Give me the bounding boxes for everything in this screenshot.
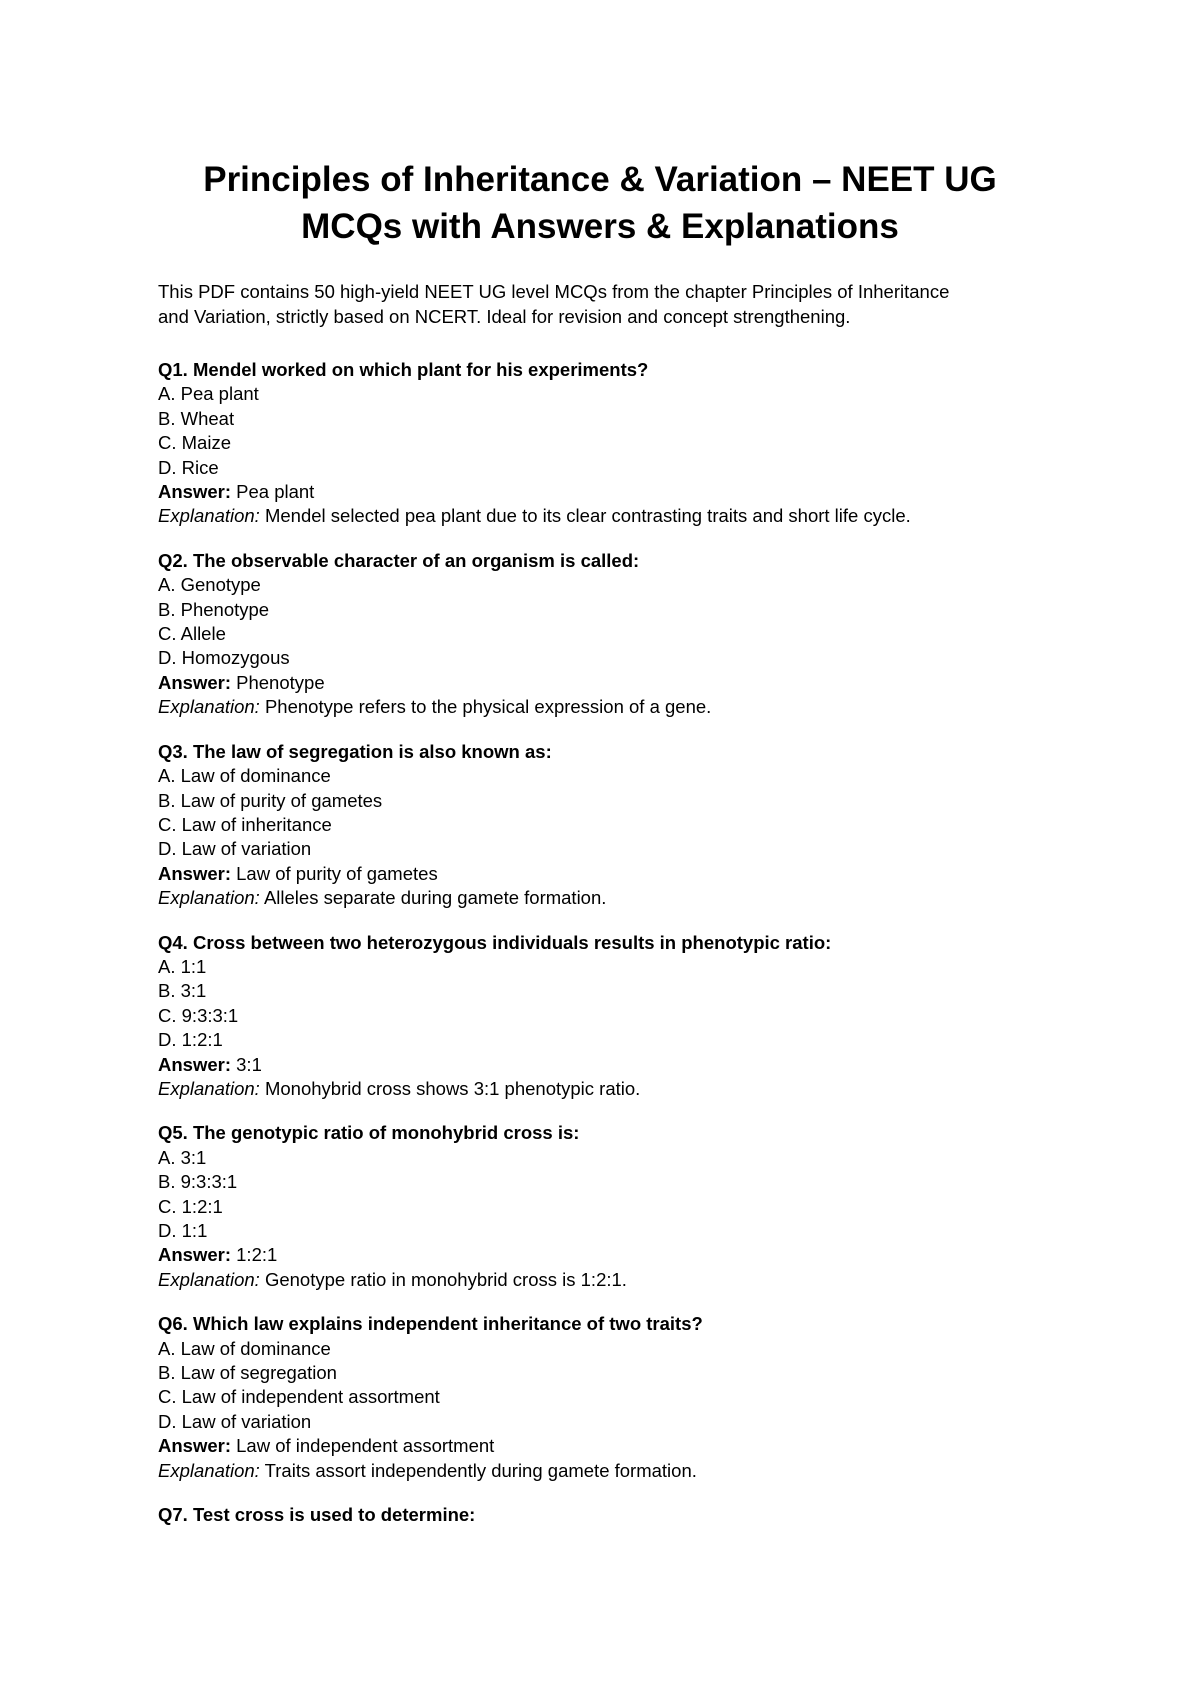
explanation-text: Traits assort independently during gamete formation.: [264, 1459, 697, 1481]
question-block: [158, 1312, 1058, 1483]
answer-option: B. 3:1: [158, 980, 207, 1002]
question-text: Q1. Mendel worked on which plant for his experiments?: [158, 359, 649, 380]
answer-option: B. Law of segregation: [158, 1362, 337, 1384]
question-block: [158, 740, 1058, 911]
explanation-line: [158, 1268, 1058, 1292]
answer-option: B. 9:3:3:1: [158, 1171, 238, 1193]
question-block: [158, 1503, 1058, 1527]
answer-label: Answer:: [158, 1435, 231, 1457]
answer-option: B. Wheat: [158, 407, 235, 429]
answer-option: B. Law of purity of gametes: [158, 789, 383, 811]
answer-line: [158, 1434, 1058, 1458]
explanation-line: [158, 695, 1058, 719]
answer-option: D. 1:2:1: [158, 1029, 223, 1051]
answer-option: C. Law of independent assortment: [158, 1386, 440, 1408]
explanation-label: Explanation:: [158, 696, 260, 718]
answer-value: 3:1: [236, 1053, 262, 1075]
answer-option: C. 1:2:1: [158, 1195, 223, 1217]
answer-value: Law of purity of gametes: [236, 862, 438, 884]
answer-option: D. Homozygous: [158, 647, 290, 669]
explanation-text: Genotype ratio in monohybrid cross is 1:2:1.: [264, 1268, 627, 1290]
question-text: Q4. Cross between two heterozygous individuals results in phenotypic ratio:: [158, 931, 832, 953]
answer-value: Phenotype: [236, 671, 325, 693]
question-text: Q7. Test cross is used to determine:: [158, 1504, 476, 1526]
answer-option: A. Genotype: [158, 574, 261, 596]
question-block: [158, 1121, 1058, 1292]
answer-option: C. 9:3:3:1: [158, 1004, 239, 1026]
question-block: [158, 549, 1058, 720]
answer-line: [158, 862, 1058, 886]
answer-option: A. Law of dominance: [158, 765, 331, 787]
answer-option: D. Law of variation: [158, 838, 312, 860]
explanation-text: Monohybrid cross shows 3:1 phenotypic ratio.: [264, 1077, 641, 1099]
explanation-label: Explanation:: [158, 505, 260, 527]
answer-line: [158, 480, 1058, 504]
explanation-label: Explanation:: [158, 887, 260, 909]
answer-value: Law of independent assortment: [236, 1435, 495, 1457]
explanation-line: [158, 1459, 1058, 1483]
intro-paragraph: [158, 280, 1058, 329]
answer-option: D. 1:1: [158, 1220, 208, 1241]
question-text: Q6. Which law explains independent inheritance of two traits?: [158, 1313, 703, 1335]
question-block: [158, 931, 1058, 1102]
title-line-2: MCQs with Answers & Explanations: [301, 207, 899, 246]
question-text: Q5. The genotypic ratio of monohybrid cross is:: [158, 1122, 580, 1144]
explanation-text: Phenotype refers to the physical expression of a gene.: [264, 696, 712, 718]
answer-line: [158, 1243, 1058, 1267]
answer-label: Answer:: [158, 1053, 231, 1075]
explanation-line: [158, 1077, 1058, 1101]
title-line-1: Principles of Inheritance & Variation – NEET UG: [203, 160, 997, 199]
answer-value: 1:2:1: [236, 1244, 278, 1266]
answer-option: A. Pea plant: [158, 383, 259, 405]
answer-option: A. 3:1: [158, 1146, 207, 1168]
question-text: Q2. The observable character of an organism is called:: [158, 549, 640, 571]
intro-line-2: and Variation, strictly based on NCERT. Ideal for revision and concept strengthening.: [158, 305, 851, 327]
explanation-label: Explanation:: [158, 1077, 260, 1099]
explanation-line: [158, 886, 1058, 910]
answer-label: Answer:: [158, 862, 231, 884]
answer-option: C. Maize: [158, 432, 231, 454]
explanation-line: [158, 504, 1058, 528]
explanation-text: Mendel selected pea plant due to its clear contrasting traits and short life cycle.: [264, 505, 911, 527]
answer-option: C. Allele: [158, 623, 226, 645]
answer-option: B. Phenotype: [158, 598, 270, 620]
answer-line: [158, 1053, 1058, 1077]
question-list: [158, 358, 1058, 1547]
page-title: [120, 156, 1080, 250]
answer-option: C. Law of inheritance: [158, 813, 332, 835]
intro-line-1: This PDF contains 50 high-yield NEET UG level MCQs from the chapter Principles of Inheritance: [158, 281, 950, 302]
answer-label: Answer:: [158, 481, 231, 503]
answer-label: Answer:: [158, 1244, 231, 1266]
answer-value: Pea plant: [236, 481, 315, 503]
answer-line: [158, 671, 1058, 695]
question-block: [158, 358, 1058, 529]
answer-option: D. Rice: [158, 456, 219, 478]
answer-option: A. 1:1: [158, 955, 207, 977]
answer-option: A. Law of dominance: [158, 1337, 331, 1359]
explanation-label: Explanation:: [158, 1459, 260, 1481]
answer-label: Answer:: [158, 671, 231, 693]
explanation-label: Explanation:: [158, 1268, 260, 1290]
answer-option: D. Law of variation: [158, 1410, 312, 1432]
explanation-text: Alleles separate during gamete formation.: [263, 887, 607, 909]
question-text: Q3. The law of segregation is also known as:: [158, 740, 552, 762]
